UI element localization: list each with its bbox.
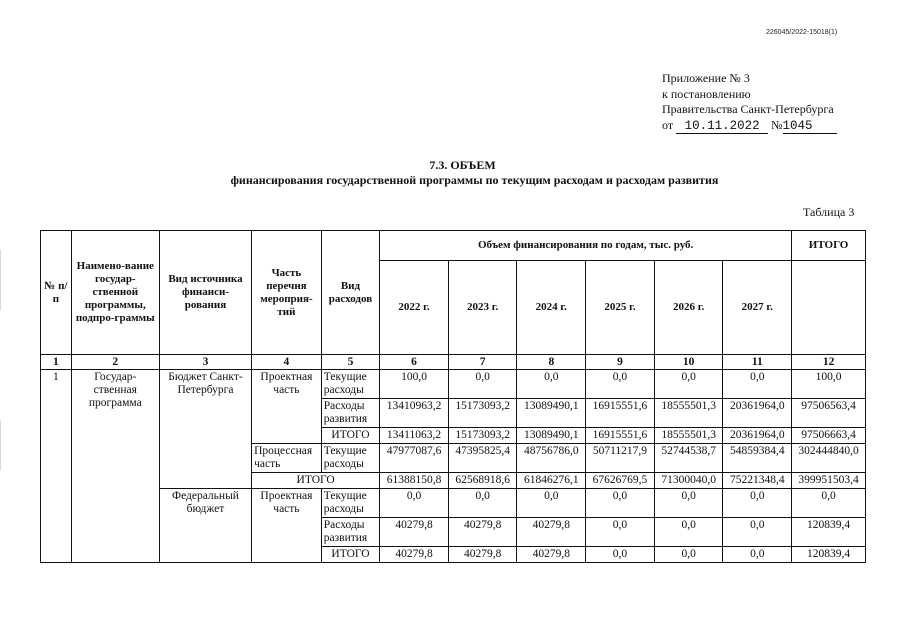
approval-line-4: [662, 118, 837, 134]
column-number: 11: [723, 355, 792, 370]
value-cell: 0,0: [654, 489, 723, 518]
header-part: Часть перечня мероприя-тий: [252, 231, 322, 355]
value-cell: 52744538,7: [654, 444, 723, 473]
column-number: 9: [586, 355, 655, 370]
value-cell: 0,0: [448, 370, 517, 399]
column-number-row: [41, 355, 866, 370]
source-spb: Бюджет Санкт-Петербурга: [159, 370, 251, 489]
header-row-top: [41, 231, 866, 261]
value-cell: 61846276,1: [517, 473, 586, 489]
source-federal: Федеральный бюджет: [159, 489, 251, 563]
value-cell: 50711217,9: [586, 444, 655, 473]
document-id: 226045/2022-15018(1): [766, 29, 838, 36]
value-cell: 0,0: [723, 518, 792, 547]
total-cell: 97506563,4: [792, 399, 866, 428]
approval-line-3: Правительства Санкт-Петербурга: [662, 102, 834, 116]
value-cell: 0,0: [723, 489, 792, 518]
approval-date: 10.11.2022: [676, 120, 768, 134]
header-total-empty: [792, 261, 866, 355]
value-cell: 20361964,0: [723, 428, 792, 444]
header-year: 2022 г.: [380, 261, 449, 355]
column-number: 3: [159, 355, 251, 370]
value-cell: 0,0: [654, 518, 723, 547]
column-number: 12: [792, 355, 866, 370]
header-row-no: № п/п: [41, 231, 72, 355]
value-cell: 0,0: [586, 370, 655, 399]
value-cell: 0,0: [517, 489, 586, 518]
value-cell: 0,0: [586, 547, 655, 563]
total-cell: 120839,4: [792, 547, 866, 563]
value-cell: 40279,8: [517, 547, 586, 563]
value-cell: 67626769,5: [586, 473, 655, 489]
spb-total-label: ИТОГО: [252, 473, 380, 489]
column-number: 5: [321, 355, 379, 370]
value-cell: 13089490,1: [517, 428, 586, 444]
value-cell: 13089490,1: [517, 399, 586, 428]
total-cell: 97506663,4: [792, 428, 866, 444]
value-cell: 62568918,6: [448, 473, 517, 489]
column-number: 7: [448, 355, 517, 370]
value-cell: 15173093,2: [448, 399, 517, 428]
table-label: Таблица 3: [803, 205, 855, 219]
table-row: [41, 370, 866, 399]
approval-number-prefix: №: [771, 117, 783, 132]
title-line-2: финансирования государственной программы по текущим расходам и расходам развития: [230, 173, 719, 187]
value-cell: 48756786,0: [517, 444, 586, 473]
part-project: Проектная часть: [252, 370, 322, 444]
part-project: Проектная часть: [252, 489, 322, 563]
column-number: 4: [252, 355, 322, 370]
total-cell: 100,0: [792, 370, 866, 399]
table-row: [41, 489, 866, 518]
document-title: [0, 158, 905, 188]
value-cell: 16915551,6: [586, 428, 655, 444]
expense-development: Расходы развития: [321, 399, 379, 428]
value-cell: 75221348,4: [723, 473, 792, 489]
header-year: 2025 г.: [586, 261, 655, 355]
value-cell: 13411063,2: [380, 428, 449, 444]
header-year: 2023 г.: [448, 261, 517, 355]
expense-current: Текущие расходы: [321, 444, 379, 473]
approval-block: [662, 71, 837, 134]
column-number: 2: [71, 355, 159, 370]
header-year: 2027 г.: [723, 261, 792, 355]
value-cell: 54859384,4: [723, 444, 792, 473]
scan-edge-line: [0, 250, 1, 310]
value-cell: 40279,8: [380, 547, 449, 563]
row-number: 1: [41, 370, 72, 563]
value-cell: 61388150,8: [380, 473, 449, 489]
program-name: Государ-ственная программа: [71, 370, 159, 563]
value-cell: 0,0: [448, 489, 517, 518]
header-source: Вид источника финанси-рования: [159, 231, 251, 355]
value-cell: 0,0: [654, 370, 723, 399]
subtotal-label: ИТОГО: [321, 547, 379, 563]
approval-line-2: к постановлению: [662, 86, 751, 101]
column-number: 1: [41, 355, 72, 370]
value-cell: 0,0: [723, 547, 792, 563]
part-process: Процессная часть: [252, 444, 322, 473]
column-number: 10: [654, 355, 723, 370]
value-cell: 15173093,2: [448, 428, 517, 444]
value-cell: 0,0: [586, 489, 655, 518]
column-number: 8: [517, 355, 586, 370]
value-cell: 13410963,2: [380, 399, 449, 428]
value-cell: 71300040,0: [654, 473, 723, 489]
expense-current: Текущие расходы: [321, 489, 379, 518]
value-cell: 18555501,3: [654, 428, 723, 444]
approval-from-prefix: от: [662, 117, 674, 132]
value-cell: 0,0: [723, 370, 792, 399]
expense-current: Текущие расходы: [321, 370, 379, 399]
value-cell: 0,0: [380, 489, 449, 518]
header-expense-type: Вид расходов: [321, 231, 379, 355]
header-program: Наимено-вание государ-ственной программы, подпро-граммы: [71, 231, 159, 355]
scan-edge-line: [0, 420, 1, 470]
value-cell: 0,0: [654, 547, 723, 563]
approval-number: 1045: [783, 120, 837, 134]
value-cell: 40279,8: [448, 547, 517, 563]
header-year: 2026 г.: [654, 261, 723, 355]
title-line-1: 7.3. ОБЪЕМ: [429, 158, 496, 172]
value-cell: 40279,8: [448, 518, 517, 547]
header-volume-group: Объем финансирования по годам, тыс. руб.: [380, 231, 792, 261]
subtotal-label: ИТОГО: [321, 428, 379, 444]
value-cell: 0,0: [517, 370, 586, 399]
value-cell: 20361964,0: [723, 399, 792, 428]
financing-table: [40, 230, 866, 563]
approval-line-1: Приложение № 3: [662, 71, 750, 85]
column-number: 6: [380, 355, 449, 370]
value-cell: 47977087,6: [380, 444, 449, 473]
header-year: 2024 г.: [517, 261, 586, 355]
value-cell: 40279,8: [517, 518, 586, 547]
value-cell: 16915551,6: [586, 399, 655, 428]
total-cell: 120839,4: [792, 518, 866, 547]
value-cell: 100,0: [380, 370, 449, 399]
expense-development: Расходы развития: [321, 518, 379, 547]
header-total: ИТОГО: [792, 231, 866, 261]
total-cell: 0,0: [792, 489, 866, 518]
total-cell: 302444840,0: [792, 444, 866, 473]
value-cell: 47395825,4: [448, 444, 517, 473]
value-cell: 18555501,3: [654, 399, 723, 428]
total-cell: 399951503,4: [792, 473, 866, 489]
value-cell: 40279,8: [380, 518, 449, 547]
value-cell: 0,0: [586, 518, 655, 547]
